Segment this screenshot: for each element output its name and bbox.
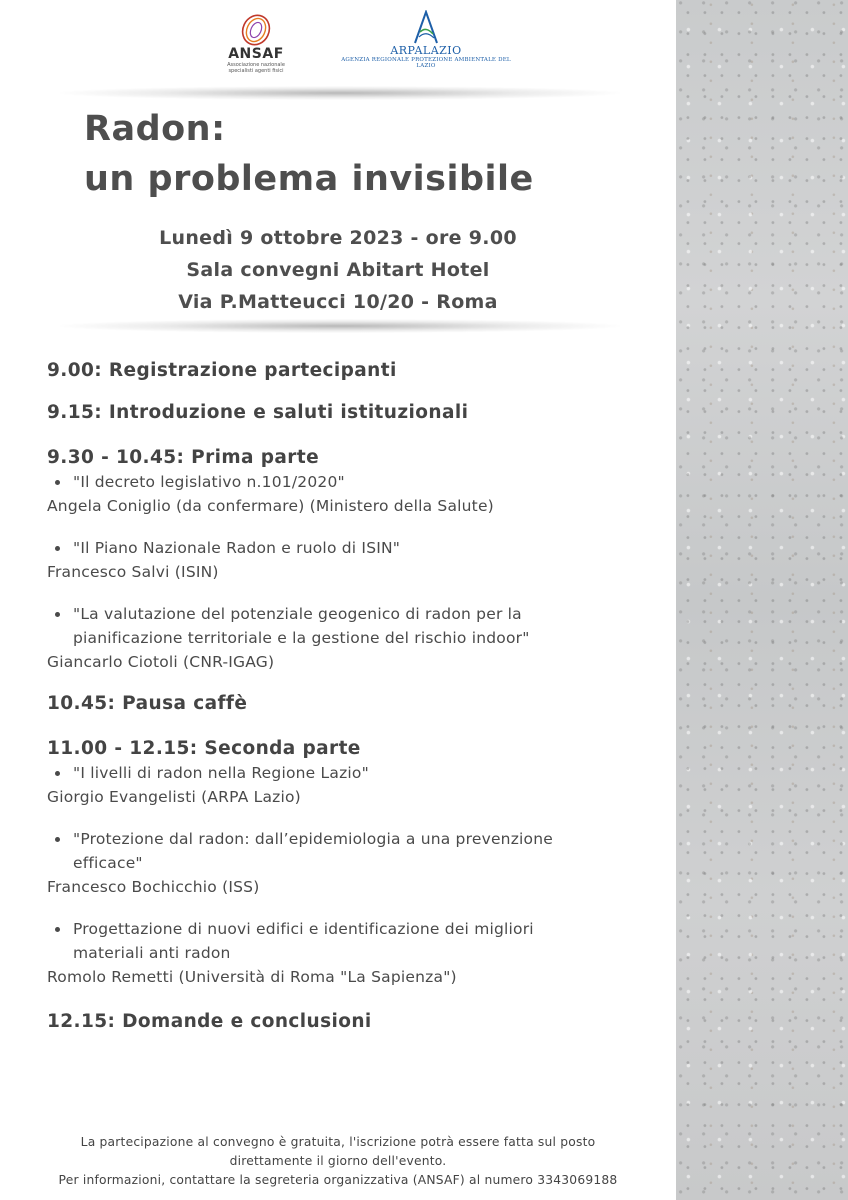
arpa-lazio-logo	[336, 10, 516, 69]
session-registration: 9.00: Registrazione partecipanti	[47, 360, 397, 381]
divider-bottom	[60, 319, 620, 333]
talk-item	[47, 602, 667, 650]
part2-talk-list	[47, 761, 667, 785]
footer-info	[0, 1133, 676, 1190]
talk-title-line: pianificazione territoriale e la gestione del rischio indoor"	[73, 629, 530, 647]
session-part1-heading: 9.30 - 10.45: Prima parte	[47, 447, 320, 468]
part1-talk-list	[47, 602, 667, 650]
page-title	[84, 104, 534, 204]
session-closing: 12.15: Domande e conclusioni	[47, 1011, 372, 1032]
talk-title-line: "Protezione dal radon: dall’epidemiologia a una prevenzione	[73, 830, 553, 848]
talk-speaker: Angela Coniglio (da confermare) (Ministero della Salute)	[47, 497, 494, 515]
talk-item	[47, 536, 667, 560]
event-address: Via P.Matteucci 10/20 - Roma	[178, 291, 498, 313]
talk-speaker: Giancarlo Ciotoli (CNR-IGAG)	[47, 653, 275, 671]
arpa-subtitle: AGENZIA REGIONALE PROTEZIONE AMBIENTALE DEL LAZIO	[341, 57, 511, 69]
talk-item	[47, 761, 667, 785]
footer-line-2: direttamente il giorno dell'evento.	[229, 1154, 447, 1168]
stone-texture-panel	[676, 0, 848, 1200]
part1-talk-list	[47, 536, 667, 560]
talk-item	[47, 827, 667, 875]
arpa-name: ARPALAZIO	[390, 44, 462, 57]
talk-speaker: Giorgio Evangelisti (ARPA Lazio)	[47, 788, 301, 806]
bullet-icon	[55, 612, 60, 617]
ansaf-rings-icon	[233, 12, 279, 48]
talk-title-line: materiali anti radon	[73, 944, 231, 962]
logos-header	[0, 8, 676, 88]
bullet-icon	[55, 546, 60, 551]
program	[47, 360, 667, 1032]
title-line-2: un problema invisibile	[84, 159, 534, 199]
ansaf-logo	[226, 12, 286, 74]
session-break: 10.45: Pausa caffè	[47, 693, 248, 714]
ansaf-subtitle: Associazione nazionale specialisti agenti fisici	[227, 62, 285, 74]
part2-talk-list	[47, 917, 667, 965]
part1-talk-list	[47, 470, 667, 494]
footer-line-3: Per informazioni, contattare la segreteria organizzativa (ANSAF) al numero 3343069188	[58, 1173, 618, 1187]
talk-title-line: efficace"	[73, 854, 143, 872]
event-venue: Sala convegni Abitart Hotel	[186, 259, 490, 281]
footer-line-1: La partecipazione al convegno è gratuita, l'iscrizione potrà essere fatta sul posto	[80, 1135, 596, 1149]
talk-title: "Il Piano Nazionale Radon e ruolo di ISIN"	[73, 539, 401, 557]
session-part2-heading: 11.00 - 12.15: Seconda parte	[47, 738, 361, 759]
talk-item	[47, 470, 667, 494]
event-info	[0, 222, 676, 318]
title-line-1: Radon:	[84, 109, 226, 149]
ansaf-name: ANSAF	[228, 46, 284, 62]
talk-title: "Il decreto legislativo n.101/2020"	[73, 473, 345, 491]
bullet-icon	[55, 771, 60, 776]
arpa-a-icon	[411, 10, 441, 44]
event-date-time: Lunedì 9 ottobre 2023 - ore 9.00	[159, 227, 517, 249]
talk-speaker: Francesco Salvi (ISIN)	[47, 563, 219, 581]
session-intro: 9.15: Introduzione e saluti istituzionali	[47, 402, 469, 423]
bullet-icon	[55, 837, 60, 842]
talk-speaker: Francesco Bochicchio (ISS)	[47, 878, 260, 896]
bullet-icon	[55, 927, 60, 932]
divider-top	[60, 86, 620, 100]
talk-speaker: Romolo Remetti (Università di Roma "La Sapienza")	[47, 968, 457, 986]
part2-talk-list	[47, 827, 667, 875]
talk-title-line: "La valutazione del potenziale geogenico di radon per la	[73, 605, 522, 623]
bullet-icon	[55, 480, 60, 485]
talk-item	[47, 917, 667, 965]
talk-title-line: Progettazione di nuovi edifici e identificazione dei migliori	[73, 920, 534, 938]
talk-title: "I livelli di radon nella Regione Lazio"	[73, 764, 369, 782]
